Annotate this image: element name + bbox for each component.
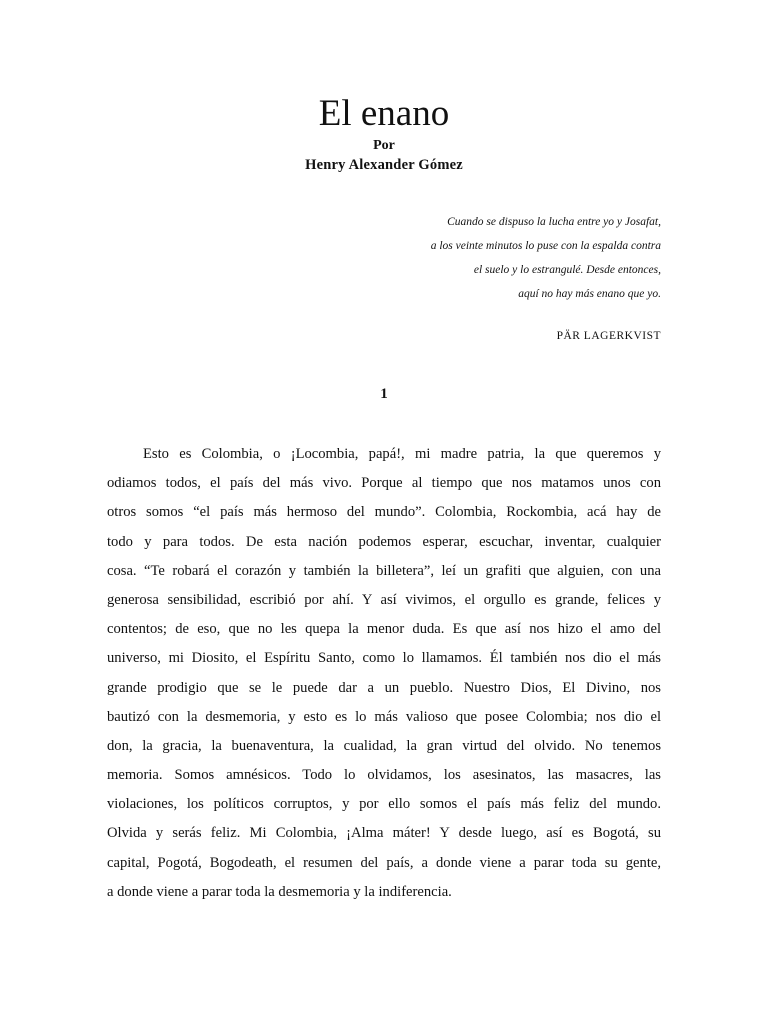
paragraph-line: violaciones, los políticos corruptos, y por ello somos el país más feliz del mundo. bbox=[107, 796, 661, 813]
paragraph-line: a donde viene a parar toda la desmemoria y la indiferencia. bbox=[107, 883, 452, 900]
paragraph-line: memoria. Somos amnésicos. Todo lo olvidamos, los asesinatos, las masacres, las bbox=[107, 767, 661, 784]
by-label: Por bbox=[373, 138, 395, 153]
epigraph-line: a los veinte minutos lo puse con la espalda contra bbox=[430, 240, 661, 252]
paragraph-line: odiamos todos, el país del más vivo. Porque al tiempo que nos matamos unos con bbox=[107, 475, 661, 492]
paragraph-line: universo, mi Diosito, el Espíritu Santo, como lo llamamos. Él también nos dio el más bbox=[107, 650, 661, 667]
paragraph-line: otros somos “el país más hermoso del mundo”. Colombia, Rockombia, acá hay de bbox=[107, 504, 661, 521]
document-title: El enano bbox=[318, 93, 450, 134]
paragraph-line: Olvida y serás feliz. Mi Colombia, ¡Alma máter! Y desde luego, así es Bogotá, su bbox=[107, 825, 661, 842]
paragraph-line: Esto es Colombia, o ¡Locombia, papá!, mi madre patria, la que queremos y bbox=[143, 446, 661, 462]
body-paragraph bbox=[107, 440, 661, 907]
paragraph-line: generosa sensibilidad, escribió por ahí. Y así vivimos, el orgullo es grande, felices y bbox=[107, 591, 661, 608]
paragraph-line: cosa. “Te robará el corazón y también la billetera”, leí un grafiti que alguien, con una bbox=[107, 562, 661, 579]
paragraph-line: bautizó con la desmemoria, y esto es lo más valioso que posee Colombia; nos dio el bbox=[107, 708, 661, 725]
paragraph-line: don, la gracia, la buenaventura, la cualidad, la gran virtud del olvido. No tenemos bbox=[107, 737, 661, 754]
epigraph-line: aquí no hay más enano que yo. bbox=[518, 288, 661, 300]
epigraph-line: el suelo y lo estrangulé. Desde entonces, bbox=[473, 264, 661, 276]
paragraph-line: capital, Pogotá, Bogodeath, el resumen del país, a donde viene a parar toda su gente, bbox=[107, 854, 661, 871]
author-name: Henry Alexander Gómez bbox=[305, 157, 463, 173]
epigraph-attribution: PÄR LAGERKVIST bbox=[556, 330, 661, 342]
epigraph-line: Cuando se dispuso la lucha entre yo y Josafat, bbox=[447, 216, 661, 228]
chapter-number: 1 bbox=[380, 386, 388, 402]
epigraph bbox=[241, 210, 661, 306]
paragraph-line: contentos; de eso, que no les quepa la menor duda. Es que así nos hizo el amo del bbox=[107, 621, 661, 638]
paragraph-line: grande prodigio que se le puede dar a un pueblo. Nuestro Dios, El Divino, nos bbox=[107, 679, 661, 696]
paragraph-line: todo y para todos. De esta nación podemos esperar, escuchar, inventar, cualquier bbox=[107, 533, 661, 550]
